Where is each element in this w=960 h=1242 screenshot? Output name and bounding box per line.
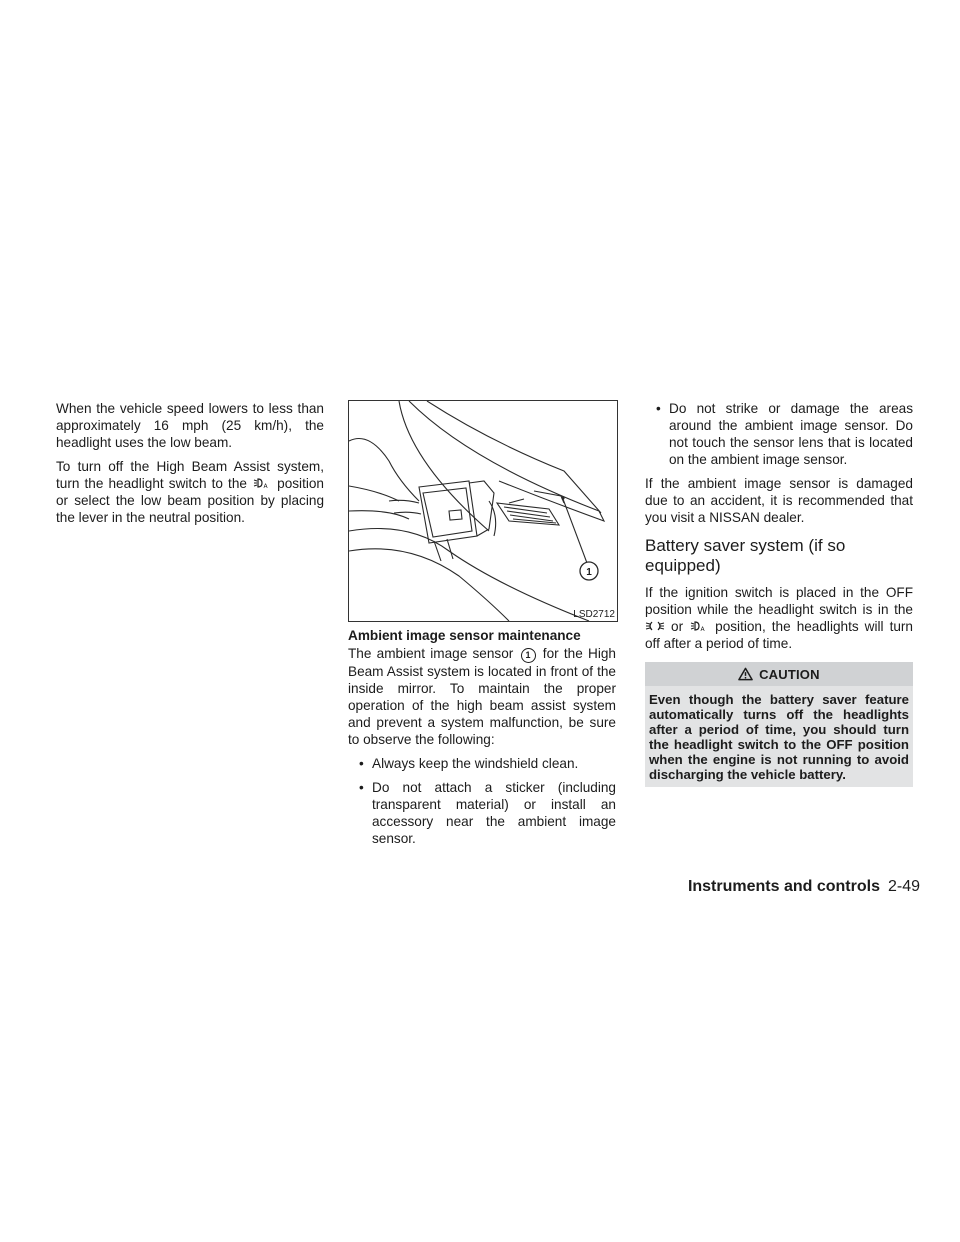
auto-headlight-icon (689, 620, 709, 632)
heading-sensor-maintenance: Ambient image sensor maintenance (348, 628, 581, 643)
column-left (56, 400, 324, 533)
svg-text:A: A (700, 626, 705, 632)
text-after-marker: for the High Beam Assist system is located in front of the inside mirror. To maintain the proper operation of the high beam assist system and prevent a system malfunction, be sure to observe the following: (348, 646, 616, 747)
windshield-sensor-drawing (349, 401, 617, 621)
paragraph-sensor-location (348, 645, 616, 748)
text-before-icon: To turn off the High Beam Assist system, turn the headlight switch to the (56, 459, 324, 491)
caution-title: CAUTION (759, 667, 820, 682)
caution-header (645, 662, 913, 686)
auto-headlight-icon (252, 477, 272, 489)
paragraph-battery-saver (645, 584, 913, 652)
figure-code: LSD2712 (573, 609, 615, 620)
warning-triangle-icon (738, 667, 753, 681)
maintenance-list-continued (645, 400, 913, 468)
page-number: 2-49 (887, 878, 920, 895)
page-footer (688, 877, 920, 897)
text-after-icons: position, the headlights will turn off after a period of time. (645, 619, 913, 651)
caution-box (645, 662, 913, 787)
text-before-marker: The ambient image sensor (348, 646, 514, 661)
callout-number: 1 (586, 567, 592, 578)
caution-text: Even though the battery saver feature automatically turns off the headlights after a period of time, you should turn the headlight switch to the OFF position when the engine is not running to avoid discharging the vehicle battery. (649, 692, 909, 782)
list-item: • Always keep the windshield clean. (348, 755, 616, 772)
list-item: • Do not strike or damage the areas around the ambient image sensor. Do not touch the sensor lens that is located on the ambient image sensor. (645, 400, 913, 468)
column-right (645, 400, 913, 787)
paragraph-low-beam: When the vehicle speed lowers to less than approximately 16 mph (25 km/h), the headlight uses the low beam. (56, 401, 324, 450)
maintenance-list (348, 755, 616, 847)
list-item: • Do not attach a sticker (including transparent material) or install an accessory near the ambient image sensor. (348, 779, 616, 847)
parking-light-icon (645, 620, 665, 632)
text-after-icon: position or select the low beam position by placing the lever in the neutral position. (56, 476, 324, 525)
paragraph-dealer: If the ambient image sensor is damaged due to an accident, it is recommended that you visit a NISSAN dealer. (645, 476, 913, 525)
sensor-illustration (348, 400, 618, 622)
text-before-icons: If the ignition switch is placed in the OFF position while the headlight switch is in the (645, 585, 913, 617)
section-title-battery-saver: Battery saver system (if so equipped) (645, 536, 846, 575)
svg-text:A: A (263, 483, 268, 489)
paragraph-turn-off-assist (56, 458, 324, 526)
column-middle (348, 400, 616, 854)
footer-section-title: Instruments and controls (687, 878, 880, 895)
text-or: or (671, 619, 684, 634)
callout-marker: 1 (521, 648, 536, 663)
